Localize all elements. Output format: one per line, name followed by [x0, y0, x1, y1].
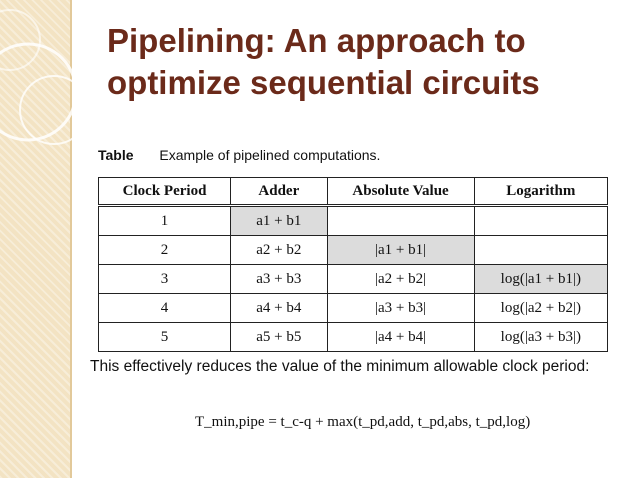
cell-logarithm: log(|a1 + b1|) — [474, 265, 607, 294]
header-clock-period: Clock Period — [99, 178, 231, 206]
cell-clock-period: 2 — [99, 236, 231, 265]
formula-text: T_min,pipe = t_c-q + max(t_pd,add, t_pd,abs, t_pd,log) — [195, 414, 531, 430]
table-row — [99, 206, 608, 236]
table-row — [99, 323, 608, 352]
formula — [195, 414, 530, 431]
table-header-row — [99, 178, 608, 206]
cell-adder: a4 + b4 — [231, 294, 327, 323]
cell-clock-period: 1 — [99, 206, 231, 236]
decorative-circles — [0, 0, 120, 160]
table-body — [99, 206, 608, 352]
cell-absolute-value: |a2 + b2| — [327, 265, 474, 294]
cell-logarithm: log(|a3 + b3|) — [474, 323, 607, 352]
header-logarithm: Logarithm — [474, 178, 607, 206]
pipeline-table — [98, 177, 608, 352]
slide-title: Pipelining: An approach to optimize sequential circuits — [107, 22, 540, 101]
cell-absolute-value: |a4 + b4| — [327, 323, 474, 352]
cell-adder: a1 + b1 — [231, 206, 327, 236]
table-caption — [98, 147, 380, 163]
cell-absolute-value: |a3 + b3| — [327, 294, 474, 323]
cell-logarithm — [474, 236, 607, 265]
table-caption-text: Example of pipelined computations. — [159, 147, 381, 163]
cell-adder: a3 + b3 — [231, 265, 327, 294]
cell-clock-period: 5 — [99, 323, 231, 352]
table-row — [99, 265, 608, 294]
cell-adder: a5 + b5 — [231, 323, 327, 352]
cell-absolute-value — [327, 206, 474, 236]
table-row — [99, 294, 608, 323]
header-adder: Adder — [231, 178, 327, 206]
cell-absolute-value: |a1 + b1| — [327, 236, 474, 265]
header-absolute-value: Absolute Value — [327, 178, 474, 206]
cell-clock-period: 3 — [99, 265, 231, 294]
cell-adder: a2 + b2 — [231, 236, 327, 265]
table-caption-label: Table — [98, 147, 134, 163]
cell-clock-period: 4 — [99, 294, 231, 323]
body-text: This effectively reduces the value of the minimum allowable clock period: — [90, 358, 590, 375]
cell-logarithm: log(|a2 + b2|) — [474, 294, 607, 323]
table-row — [99, 236, 608, 265]
cell-logarithm — [474, 206, 607, 236]
